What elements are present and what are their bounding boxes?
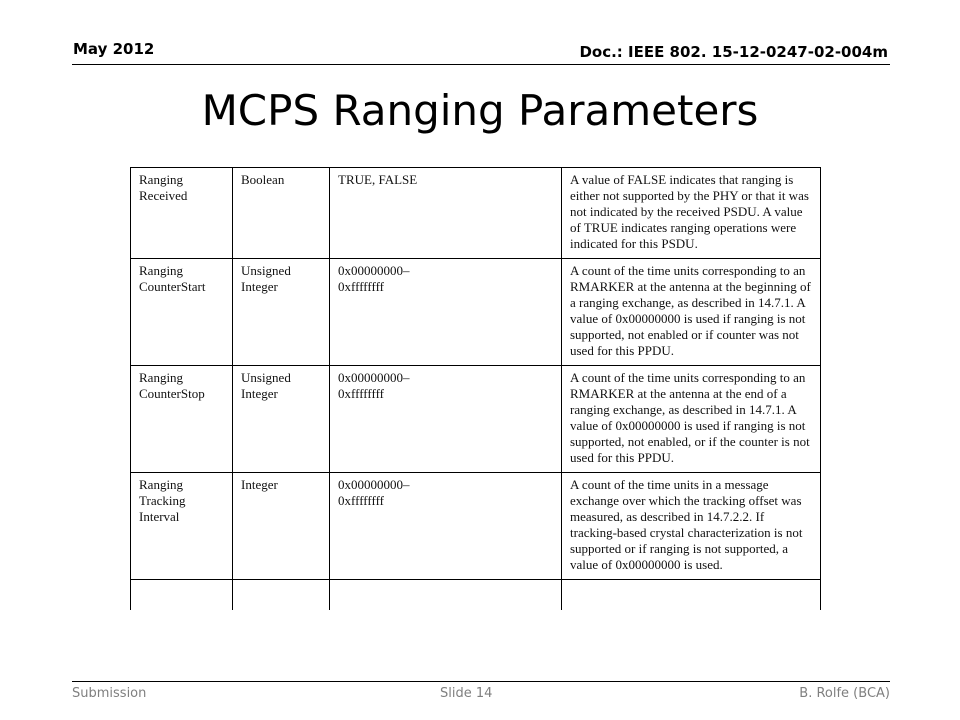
table-row <box>131 473 821 580</box>
footer-divider <box>72 681 890 682</box>
param-name-cell: Ranging Received <box>131 168 233 259</box>
table-row <box>131 168 821 259</box>
param-name-cell: Ranging CounterStop <box>131 366 233 473</box>
param-range-cell: 0x00000000– 0xffffffff <box>330 259 562 366</box>
parameters-table <box>130 167 821 610</box>
header-divider <box>72 64 890 65</box>
table-row <box>131 259 821 366</box>
param-type-cell: Unsigned Integer <box>233 366 330 473</box>
footer-slide-number: Slide 14 <box>440 686 493 701</box>
param-range-cell: 0x00000000– 0xffffffff <box>330 473 562 580</box>
table-row-cut-off <box>131 580 821 611</box>
param-description-cell: A count of the time units in a message exchange over which the tracking offset was measured, as described in 14.7.2.2. If tracking-based crystal characterization is not supported or if ranging is not supported, a value of 0x00000000 is used. <box>562 473 821 580</box>
param-description-cell: A count of the time units corresponding to an RMARKER at the antenna at the beginning of a ranging exchange, as described in 14.7.1. A value of 0x00000000 is used if ranging is not supported, not enabled or if counter was not used for this PPDU. <box>562 259 821 366</box>
param-range-cell: TRUE, FALSE <box>330 168 562 259</box>
parameters-table-excerpt <box>128 160 823 642</box>
footer-submission: Submission <box>72 686 147 701</box>
footer-author: B. Rolfe (BCA) <box>799 686 890 701</box>
param-description-cell: A value of FALSE indicates that ranging is either not supported by the PHY or that it was not indicated by the received PSDU. A value of TRUE indicates ranging operations were indicated for this PSDU. <box>562 168 821 259</box>
param-type-cell: Integer <box>233 473 330 580</box>
param-description-cell: A count of the time units corresponding to an RMARKER at the antenna at the end of a ranging exchange, as described in 14.7.1. A value of 0x00000000 is used if ranging is not supported, not enabled, or if the counter is not used for this PPDU. <box>562 366 821 473</box>
param-type-cell: Unsigned Integer <box>233 259 330 366</box>
param-type-cell: Boolean <box>233 168 330 259</box>
header-date: May 2012 <box>73 40 155 58</box>
slide-title: MCPS Ranging Parameters <box>201 86 759 135</box>
header-doc-id: Doc.: IEEE 802. 15-12-0247-02-004m <box>579 43 888 61</box>
table-row <box>131 366 821 473</box>
param-name-cell: Ranging CounterStart <box>131 259 233 366</box>
param-name-cell: Ranging Tracking Interval <box>131 473 233 580</box>
param-range-cell: 0x00000000– 0xffffffff <box>330 366 562 473</box>
